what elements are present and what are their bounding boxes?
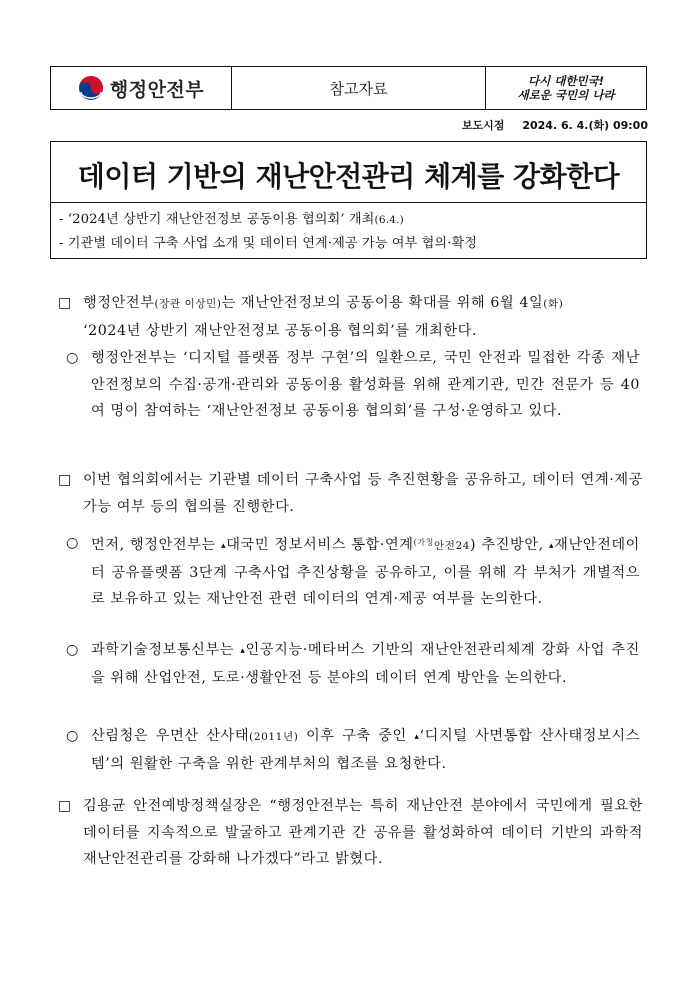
main-title: 데이터 기반의 재난안전관리 체계를 강화한다	[77, 160, 620, 193]
subtitle-1-date: (6.4.)	[374, 214, 404, 226]
ministry-logo	[51, 67, 232, 109]
document-type: 참고자료	[329, 79, 388, 98]
slogan-line-1: 다시 대한민국!	[528, 74, 604, 88]
square-bullet-icon: □	[58, 472, 73, 488]
paragraph-2-2: ○ 과학기술정보통신부는 ▴인공지능·메타버스 기반의 재난안전관리체계 강화 사업 추진을 위해 산업안전, 도로·생활안전 등 분야의 데이터 연계 방안을 논의한다.	[66, 637, 640, 691]
paragraph-2: □ 이번 협의회에서는 기관별 데이터 구축사업 등 추진현황을 공유하고, 데이터 연계·제공 가능 여부 등의 협의를 진행한다.	[58, 467, 643, 520]
release-time	[462, 117, 648, 133]
subtitle-1: - ‘2024년 상반기 재난안전정보 공동이용 협의회’ 개최(6.4.)	[59, 212, 404, 227]
paragraph-1-1: ○ 행정안전부는 ‘디지털 플랫폼 정부 구현’의 일환으로, 국민 안전과 밀접한 각종 재난안전정보의 수집·공개·관리와 공동이용 활성화를 위해 관계기관, 민간 전문가 등 40여 명이 참여하는 ‘재난안전정보 공동이용 협의회’를 구성·운영하고 있다.	[66, 345, 640, 425]
paragraph-2-1: ○ 먼저, 행정안전부는 ▴대국민 정보서비스 통합·연계$^{(가칭}$안전24) 추진방안, ▴재난안전데이터 공유플랫폼 3단계 구축사업 추진상황을 공유하고, 이를 위해 각 부처가 개별적으로 보유하고 있는 재난안전 관련 데이터의 연계·제공 여부를 논의한다.	[66, 530, 640, 613]
ministry-name: 행정안전부	[109, 78, 205, 101]
slogan-line-2: 새로운 국민의 나라	[517, 88, 615, 102]
paragraph-3: □ 김용균 안전예방정책실장은 “행정안전부는 특히 재난안전 분야에서 국민에게 필요한 데이터를 지속적으로 발굴하고 관계기관 간 공유를 활성화하여 데이터 기반의 과학적 재난안전관리를 강화해 나가겠다”라고 밝혔다.	[58, 793, 643, 873]
circle-bullet-icon: ○	[66, 728, 79, 744]
triangle-bullet-icon: ▴	[221, 541, 227, 551]
triangle-bullet-icon: ▴	[240, 646, 246, 656]
circle-bullet-icon: ○	[66, 642, 79, 658]
circle-bullet-icon: ○	[66, 535, 79, 551]
subtitle-2: - 기관별 데이터 구축 사업 소개 및 데이터 연계·제공 가능 여부 협의·확정	[59, 236, 478, 251]
triangle-bullet-icon: ▴	[414, 732, 420, 742]
release-label: 보도시점	[461, 119, 505, 132]
taegeuk-emblem-icon	[78, 75, 104, 101]
paragraph-1: □ 행정안전부(장관 이상민)는 재난안전정보의 공동이용 확대를 위해 6월 4일(화) ‘2024년 상반기 재난안전정보 공동이용 협의회’를 개최한다.	[58, 290, 643, 344]
triangle-bullet-icon: ▴	[549, 541, 555, 551]
title-box	[50, 141, 647, 259]
title-divider	[51, 202, 646, 203]
square-bullet-icon: □	[58, 798, 73, 814]
square-bullet-icon: □	[58, 295, 73, 311]
government-slogan	[485, 67, 646, 109]
document-header	[50, 66, 647, 110]
release-datetime: 2024. 6. 4.(화) 09:00	[522, 119, 648, 132]
circle-bullet-icon: ○	[66, 350, 79, 366]
paragraph-2-3: ○ 산림청은 우면산 산사태(2011년) 이후 구축 중인 ▴‘디지털 사면통합 산사태정보시스템’의 원활한 구축을 위한 관계부처의 협조를 요청한다.	[66, 723, 640, 777]
